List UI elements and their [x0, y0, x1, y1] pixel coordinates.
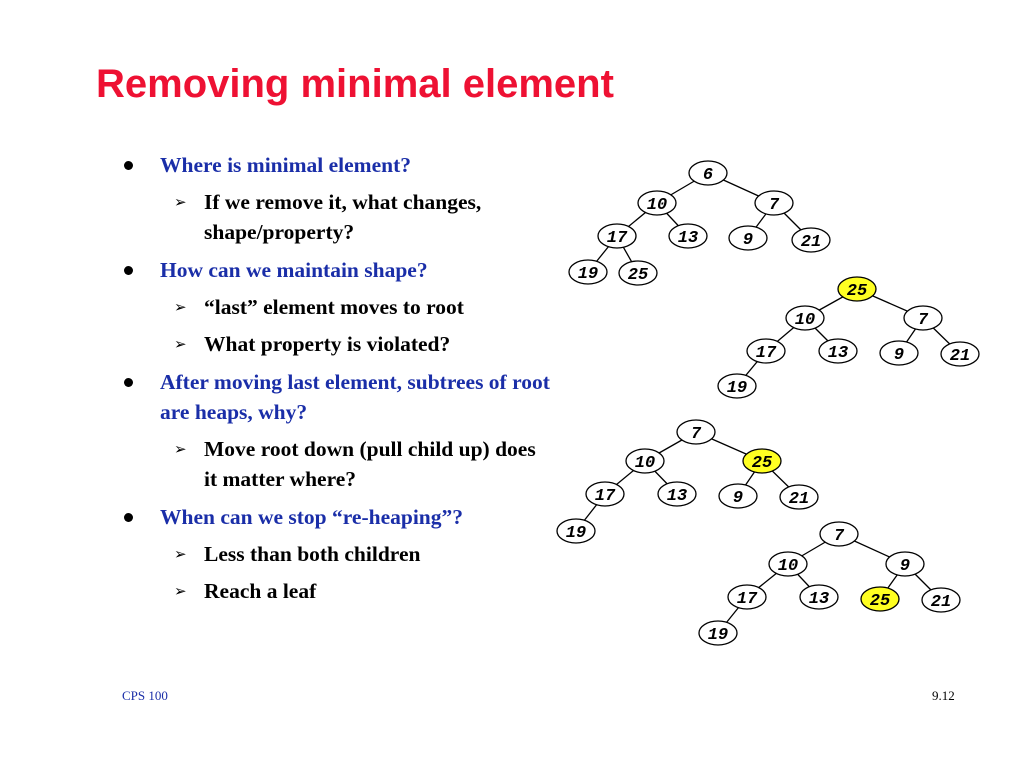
- arrow-bullet-icon: ➢: [174, 440, 187, 458]
- tree-node: [729, 226, 767, 250]
- tree-node: [819, 339, 857, 363]
- node-value: 9: [893, 346, 905, 365]
- tree-node-highlighted: [743, 449, 781, 473]
- node-value: 21: [949, 347, 971, 366]
- sub-bullet-text: Move root down (pull child up) does it matter where?: [204, 437, 536, 491]
- bullet-text: Where is minimal element?: [160, 153, 411, 177]
- sub-bullet-text: What property is violated?: [204, 332, 451, 356]
- node-value: 7: [768, 196, 780, 215]
- arrow-bullet-icon: ➢: [174, 545, 187, 563]
- tree-node: [747, 339, 785, 363]
- tree-after-second-swap: [699, 522, 960, 645]
- node-value: 17: [755, 344, 777, 363]
- node-value: 17: [736, 590, 758, 609]
- tree-node: [922, 588, 960, 612]
- tree-last-moved-to-root: [718, 277, 979, 398]
- node-value: 13: [677, 229, 699, 248]
- tree-node: [769, 552, 807, 576]
- node-value: 7: [833, 527, 845, 546]
- bullet-text: After moving last element, subtrees of root are heaps, why?: [160, 370, 550, 424]
- node-value: 19: [577, 265, 599, 284]
- node-value: 17: [606, 229, 628, 248]
- tree-node: [800, 585, 838, 609]
- node-value: 13: [666, 487, 688, 506]
- tree-node: [728, 585, 766, 609]
- sub-bullet-text: Less than both children: [204, 542, 421, 566]
- node-value: 25: [869, 592, 891, 611]
- tree-node: [557, 519, 595, 543]
- tree-node: [792, 228, 830, 252]
- node-value: 19: [565, 524, 587, 543]
- tree-node: [820, 522, 858, 546]
- tree-initial: [569, 161, 830, 285]
- node-value: 6: [702, 166, 714, 185]
- node-value: 17: [594, 487, 616, 506]
- tree-node: [569, 260, 607, 284]
- tree-node: [619, 261, 657, 285]
- tree-node: [586, 482, 624, 506]
- node-value: 10: [646, 196, 668, 215]
- tree-node: [598, 224, 636, 248]
- node-value: 19: [726, 379, 748, 398]
- tree-node-highlighted: [838, 277, 876, 301]
- node-value: 10: [777, 557, 799, 576]
- node-value: 7: [690, 425, 702, 444]
- tree-node: [638, 191, 676, 215]
- node-value: 10: [794, 311, 816, 330]
- node-value: 9: [742, 231, 754, 250]
- bullet-text: How can we maintain shape?: [160, 258, 428, 282]
- arrow-bullet-icon: ➢: [174, 335, 187, 353]
- node-value: 13: [827, 344, 849, 363]
- tree-node: [780, 485, 818, 509]
- tree-node: [677, 420, 715, 444]
- arrow-bullet-icon: ➢: [174, 582, 187, 600]
- node-value: 25: [627, 266, 649, 285]
- sub-bullet-text: If we remove it, what changes, shape/property?: [204, 190, 482, 244]
- tree-node: [719, 484, 757, 508]
- node-value: 9: [899, 557, 911, 576]
- node-value: 21: [930, 593, 952, 612]
- tree-node: [941, 342, 979, 366]
- node-value: 25: [846, 282, 868, 301]
- footer-page-number: 9.12: [932, 688, 955, 703]
- node-value: 7: [917, 311, 929, 330]
- arrow-bullet-icon: ➢: [174, 298, 187, 316]
- tree-node: [699, 621, 737, 645]
- node-value: 21: [788, 490, 810, 509]
- tree-node: [880, 341, 918, 365]
- tree-node: [689, 161, 727, 185]
- sub-bullet-text: Reach a leaf: [204, 579, 317, 603]
- tree-after-first-swap: [557, 420, 818, 543]
- tree-node: [904, 306, 942, 330]
- tree-node: [669, 224, 707, 248]
- tree-node-highlighted: [861, 587, 899, 611]
- footer-course: CPS 100: [122, 688, 168, 703]
- node-value: 25: [751, 454, 773, 473]
- tree-node: [718, 374, 756, 398]
- node-value: 13: [808, 590, 830, 609]
- tree-node: [626, 449, 664, 473]
- bullet-text: When can we stop “re-heaping”?: [160, 505, 464, 529]
- tree-node: [786, 306, 824, 330]
- arrow-bullet-icon: ➢: [174, 193, 187, 211]
- slide-title: Removing minimal element: [96, 62, 614, 106]
- node-value: 19: [707, 626, 729, 645]
- sub-bullet-text: “last” element moves to root: [204, 295, 464, 319]
- node-value: 10: [634, 454, 656, 473]
- tree-node: [658, 482, 696, 506]
- node-value: 9: [732, 489, 744, 508]
- tree-node: [755, 191, 793, 215]
- node-value: 21: [800, 233, 822, 252]
- tree-node: [886, 552, 924, 576]
